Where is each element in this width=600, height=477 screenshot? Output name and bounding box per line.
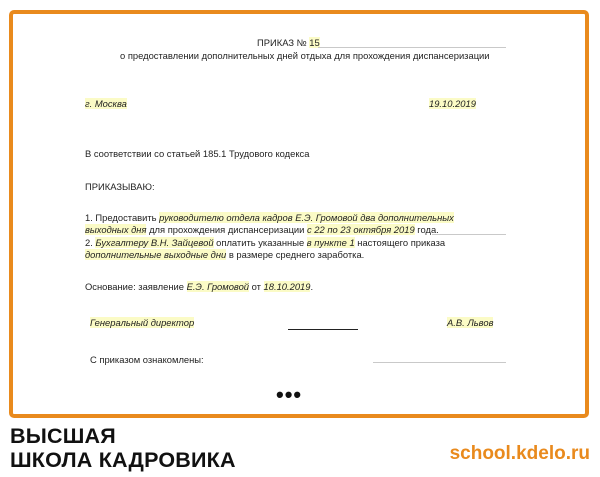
- item1-line2: выходных дня для прохождения диспансеризации с 22 по 23 октября 2019 года.: [85, 224, 439, 235]
- item2-line1: 2. Бухгалтеру В.Н. Зайцевой оплатить указанные в пункте 1 настоящего приказа: [85, 237, 446, 248]
- item1-days: выходных дня: [85, 224, 147, 235]
- reason-applicant: Е.Э. Громовой: [186, 281, 250, 292]
- item1-period: с 22 по 23 октября 2019: [307, 224, 415, 235]
- logo-line1: ВЫСШАЯ: [10, 424, 116, 448]
- acquainted-label: С приказом ознакомлены:: [90, 354, 204, 365]
- basis-law: В соответствии со статьей 185.1 Трудового кодекса: [85, 148, 310, 159]
- signer-title: Генеральный директор: [90, 317, 195, 328]
- item1-underline: [432, 234, 506, 235]
- item2-ref: в пункте 1: [306, 237, 355, 248]
- command-word: ПРИКАЗЫВАЮ:: [85, 181, 155, 192]
- acquainted-line: [373, 362, 506, 363]
- site-link[interactable]: school.kdelo.ru: [449, 443, 590, 464]
- reason-date: 18.10.2019: [263, 281, 311, 292]
- date-value: 19.10.2019: [429, 98, 476, 109]
- city-value: г. Москва: [85, 98, 127, 109]
- order-title: ПРИКАЗ №: [257, 37, 307, 48]
- signature-line: [288, 329, 358, 330]
- item1-recipient: руководителю отдела кадров Е.Э. Громовой два дополнительных: [159, 212, 454, 223]
- ellipsis-dots: •••: [276, 382, 303, 407]
- signer-name: А.В. Львов: [447, 317, 494, 328]
- title-underline: [318, 47, 506, 48]
- order-subtitle: о предоставлении дополнительных дней отдыха для прохождения диспансеризации: [120, 50, 490, 61]
- order-title-line: [257, 37, 320, 48]
- logo-line2: ШКОЛА КАДРОВИКА: [10, 448, 236, 472]
- reason-line: Основание: заявление Е.Э. Громовой от 18.10.2019.: [85, 281, 314, 292]
- school-logo-text: [10, 424, 236, 472]
- city: [85, 98, 127, 109]
- date: [429, 98, 476, 109]
- item2-accountant: Бухгалтеру В.Н. Зайцевой: [95, 237, 214, 248]
- item1-line1: 1. Предоставить руководителю отдела кадров Е.Э. Громовой два дополнительных: [85, 212, 454, 223]
- order-number: 15: [309, 37, 320, 48]
- item2-line2: дополнительные выходные дни в размере среднего заработка.: [85, 249, 365, 260]
- item2-days: дополнительные выходные дни: [85, 249, 227, 260]
